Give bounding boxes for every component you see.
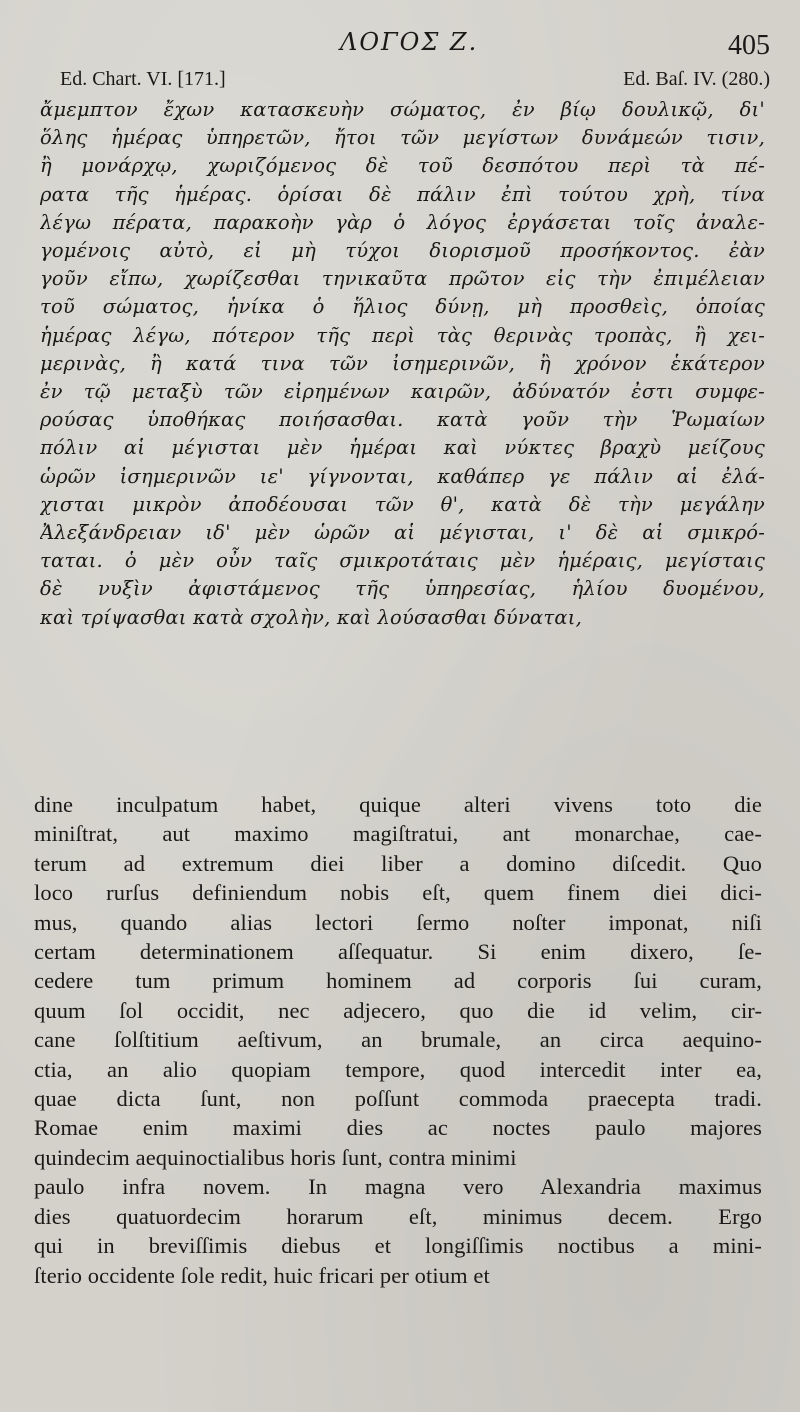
latin-text-line: dies quatuordecim horarum eſt, minimus decem. Ergo xyxy=(34,1203,762,1229)
latin-text-line: dine inculpatum habet, quique alteri vivens toto die xyxy=(34,792,762,817)
greek-text-line: ὡρῶν ἰσημερινῶν ιε' γίγνονται, καθάπερ γε πάλιν αἱ ἐλά- xyxy=(40,464,765,488)
greek-text-block xyxy=(40,96,765,632)
latin-text-line: cedere tum primum hominem ad corporis ſui curam, xyxy=(34,968,762,994)
latin-text-line: paulo infra novem. In magna vero Alexandria maximus xyxy=(34,1174,762,1200)
greek-text-line: δὲ νυξὶν ἀφιστάμενος τῆς ὑπηρεσίας, ἡλίου δυομένου, xyxy=(40,577,765,601)
greek-text-line: ἄμεμπτον ἔχων κατασκευὴν σώματος, ἐν βίῳ δουλικῷ, δι' xyxy=(40,98,765,121)
greek-text-line: ρούσας ὑποθήκας ποιήσασθαι. κατὰ γοῦν τὴν Ῥωμαίων xyxy=(40,408,765,432)
greek-text-line: χισται μικρὸν ἀποδέουσαι τῶν θ', κατὰ δὲ τὴν μεγάλην xyxy=(40,492,765,516)
edition-reference-line xyxy=(60,68,770,96)
edition-reference-chartier: Ed. Chart. VI. [171.] xyxy=(60,68,226,90)
greek-text-line: ἢ μονάρχῳ, χωριζόμενος δὲ τοῦ δεσπότου περὶ τὰ πέ- xyxy=(40,154,765,178)
greek-text-line: ρατα τῆς ἡμέρας. ὁρίσαι δὲ πάλιν ἐπὶ τούτου χρὴ, τίνα xyxy=(40,182,765,206)
greek-text-line: καὶ τρίψασθαι κατὰ σχολὴν, καὶ λούσασθαι δύναται, xyxy=(40,605,583,629)
running-head xyxy=(0,28,800,62)
greek-text-line: ὅλης ἡμέρας ὑπηρετῶν, ἤτοι τῶν μεγίστων δυνάμεών τισιν, xyxy=(40,126,765,150)
greek-text-line: λέγω πέρατα, παρακοὴν γὰρ ὁ λόγος ἐργάσεται τοῖς ἀναλε- xyxy=(40,210,765,234)
latin-text-line: mus, quando alias lectori ſermo noſter imponat, niſi xyxy=(34,909,762,935)
greek-text-line: τοῦ σώματος, ἡνίκα ὁ ἥλιος δύνῃ, μὴ προσθεὶς, ὁποίας xyxy=(40,295,765,319)
latin-text-line: Romae enim maximi dies ac noctes paulo majores xyxy=(34,1115,762,1141)
running-title: ΛΟΓΟΣ Ζ. xyxy=(340,28,479,56)
edition-reference-basel: Ed. Baſ. IV. (280.) xyxy=(623,68,770,90)
latin-text-line: quindecim aequinoctialibus horis ſunt, contra minimi xyxy=(34,1144,517,1170)
latin-text-line: miniſtrat, aut maximo magiſtratui, ant monarchae, cae- xyxy=(34,821,762,847)
latin-text-line: ctia, an alio quopiam tempore, quod intercedit inter ea, xyxy=(34,1056,762,1082)
latin-text-block xyxy=(34,790,762,1290)
latin-text-line: ſterio occidente ſole redit, huic fricari per otium et xyxy=(34,1262,490,1288)
latin-text-line: cane ſolſtitium aeſtivum, an brumale, an circa aequino- xyxy=(34,1027,762,1053)
latin-text-line: qui in breviſſimis diebus et longiſſimis noctibus a mini- xyxy=(34,1233,762,1259)
page-number: 405 xyxy=(728,30,770,61)
latin-text-line: certam determinationem aſſequatur. Si enim dixero, ſe- xyxy=(34,939,762,965)
greek-text-line: γομένοις αὐτὸ, εἰ μὴ τύχοι διορισμοῦ προσήκοντος. ἐὰν xyxy=(40,239,765,263)
latin-text-line: quum ſol occidit, nec adjecero, quo die id velim, cir- xyxy=(34,997,762,1023)
greek-text-line: μερινὰς, ἢ κατά τινα τῶν ἰσημερινῶν, ἢ χρόνον ἑκάτερον xyxy=(40,351,765,375)
greek-text-line: γοῦν εἴπω, χωρίζεσθαι τηνικαῦτα πρῶτον εἰς τὴν ἐπιμέλειαν xyxy=(40,267,765,291)
latin-text-line: loco rurſus definiendum nobis eſt, quem finem diei dici- xyxy=(34,880,762,906)
greek-text-line: πόλιν αἱ μέγισται μὲν ἡμέραι καὶ νύκτες βραχὺ μείζους xyxy=(40,436,765,460)
greek-text-line: ταται. ὁ μὲν οὖν ταῖς σμικροτάταις μὲν ἡμέραις, μεγίσταις xyxy=(40,549,765,573)
greek-text-line: Ἀλεξάνδρειαν ιδ' μὲν ὡρῶν αἱ μέγισται, ι' δὲ αἱ σμικρό- xyxy=(40,521,765,545)
latin-text-line: terum ad extremum diei liber a domino diſcedit. Quo xyxy=(34,850,762,876)
greek-text-line: ἐν τῷ μεταξὺ τῶν εἰρημένων καιρῶν, ἀδύνατόν ἐστι συμφε- xyxy=(40,380,765,404)
greek-text-line: ἡμέρας λέγω, πότερον τῆς περὶ τὰς θερινὰς τροπὰς, ἢ χει- xyxy=(40,323,765,347)
latin-text-line: quae dicta ſunt, non poſſunt commoda praecepta tradi. xyxy=(34,1086,762,1112)
